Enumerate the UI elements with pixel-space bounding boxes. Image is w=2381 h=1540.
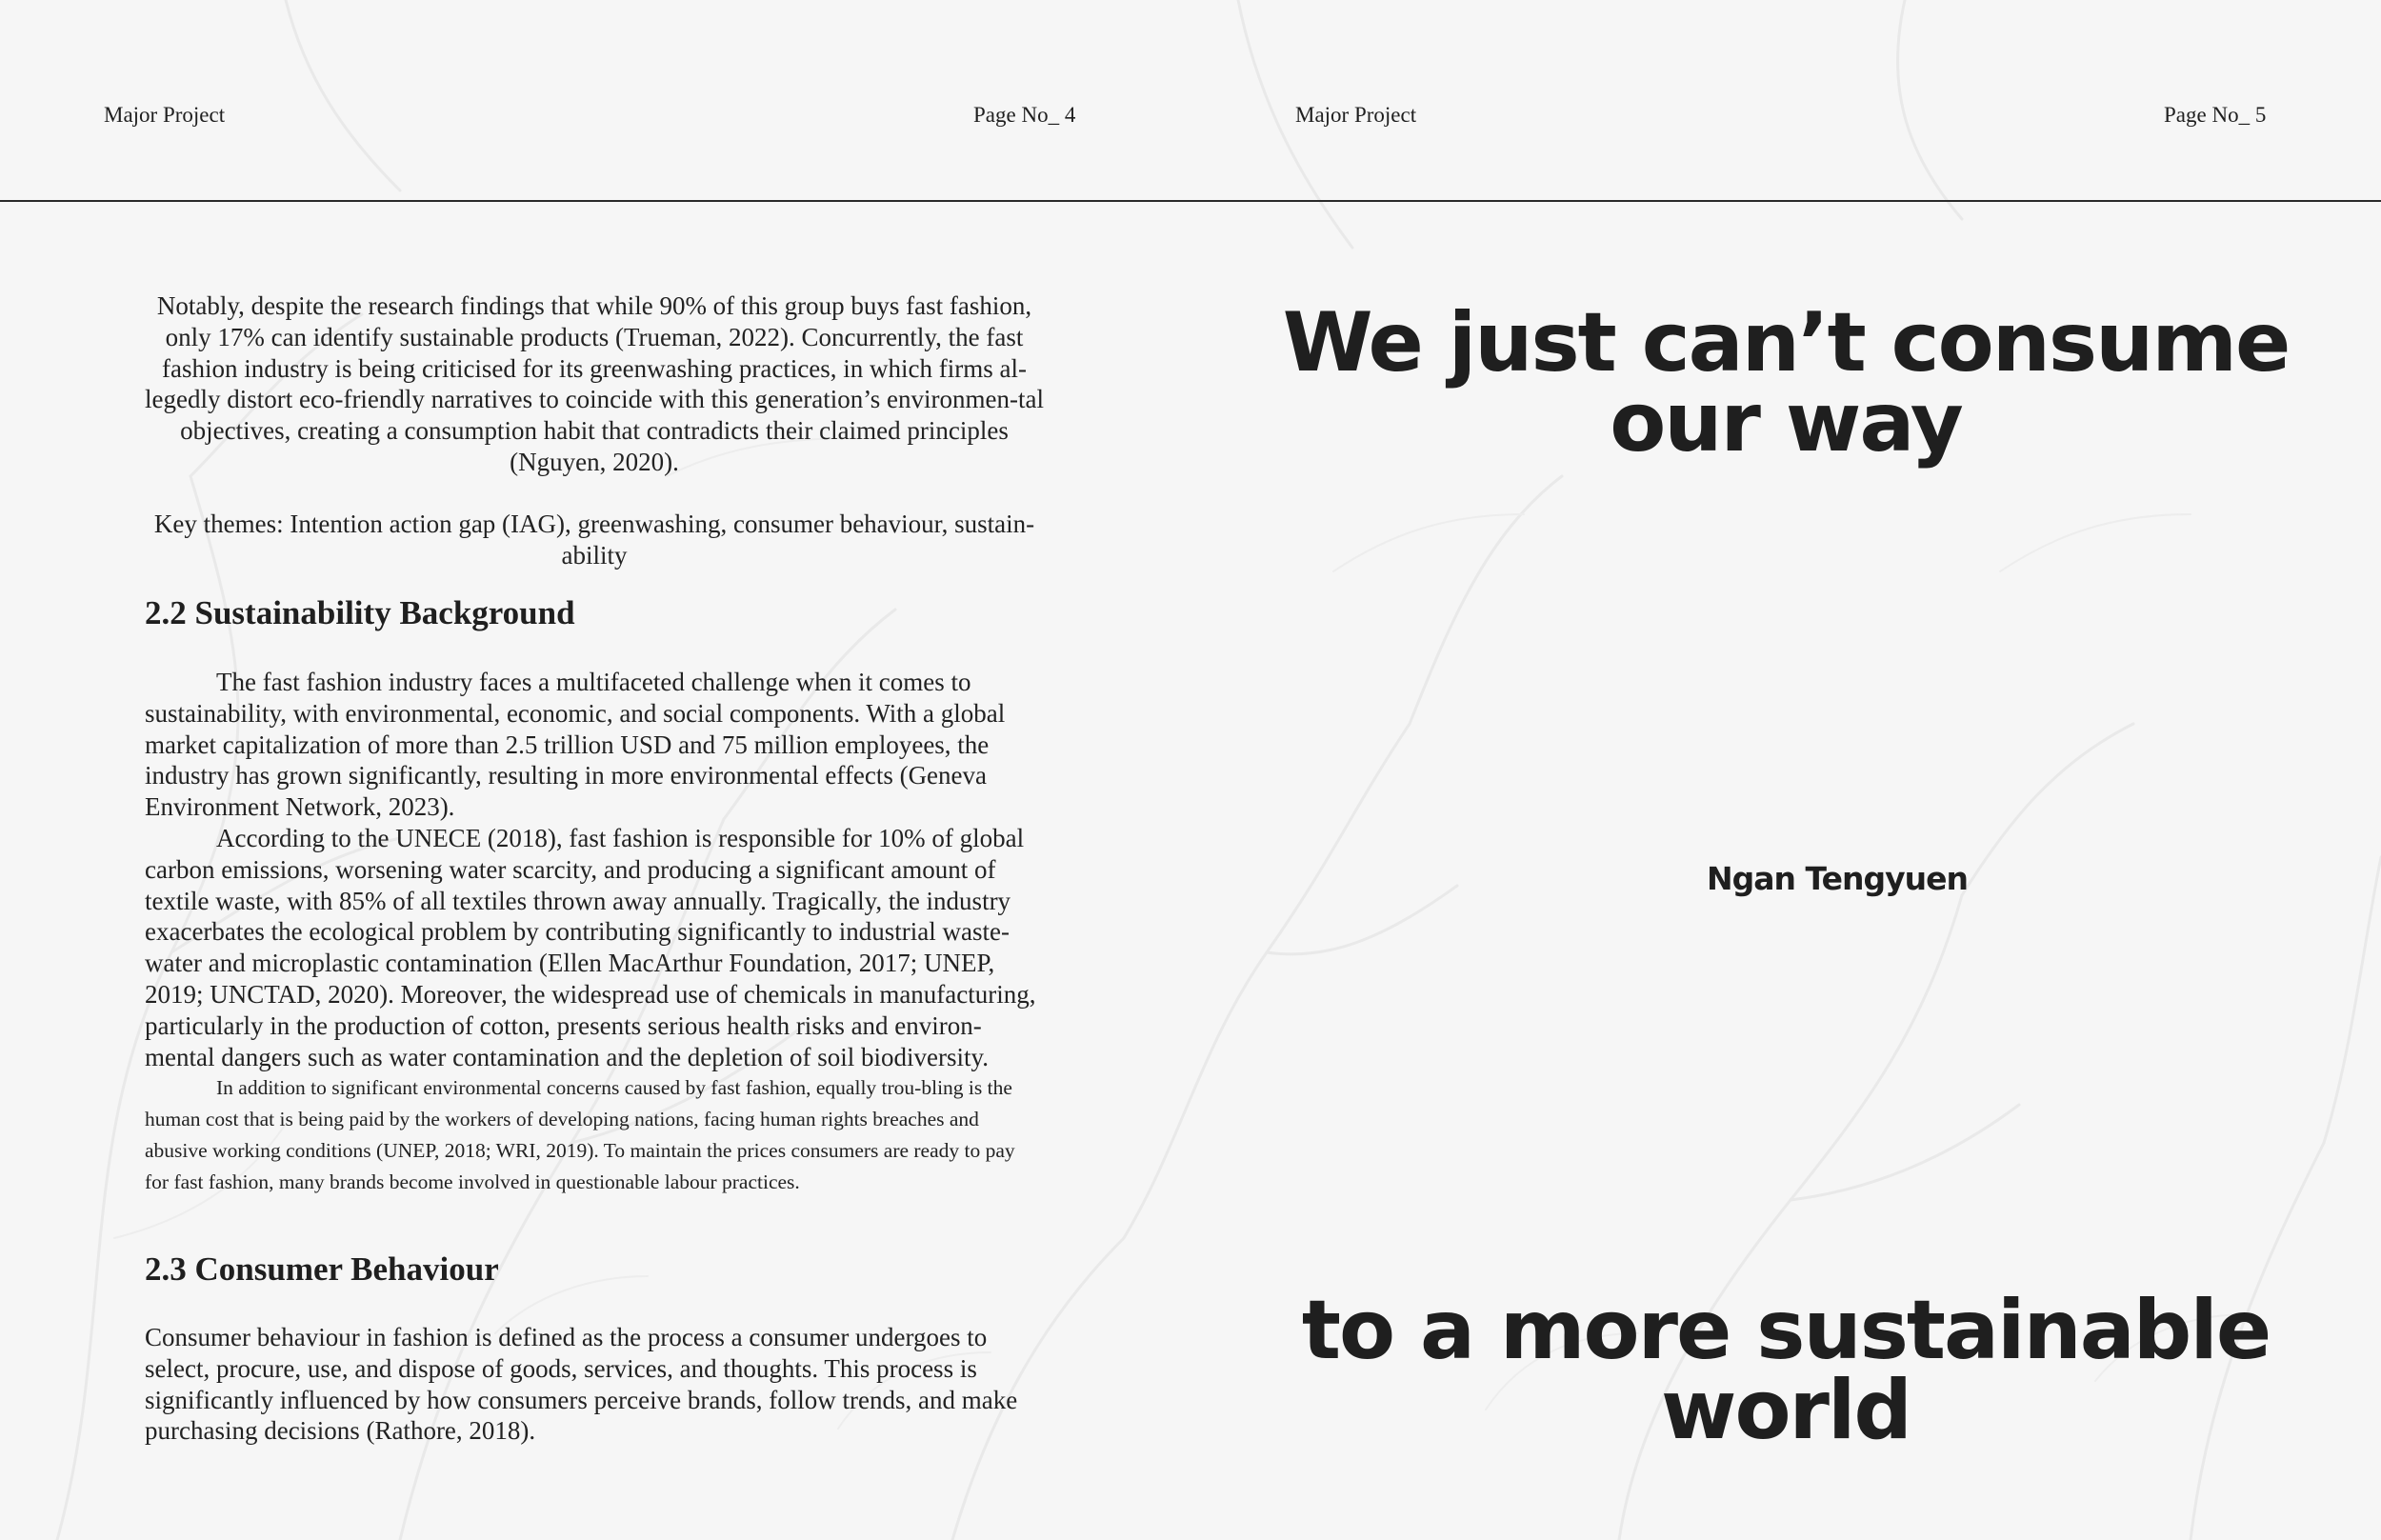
quote-line: our way [1610,375,1962,470]
quote-line: world [1661,1363,1911,1458]
quote-line: to a more sustainable [1301,1283,2271,1378]
intro-section [145,290,1044,478]
body-paragraph: Consumer behaviour in fashion is defined as the process a consumer undergoes to select, procure, use, and dispose of goods, services, and thoughts. This process is significantly influenced by how consumers perceive brands, follow trends, and make purchasing decisions (Rathore, 2018). [145,1323,1018,1446]
section-2-2 [145,594,1044,632]
section-2-3 [145,1250,1044,1289]
running-header-page-number: Page No_ 4 [973,103,1076,127]
quote-top [1190,295,2381,470]
body-paragraph: The fast fashion industry faces a multifaceted challenge when it comes to sustainability, with environmental, economic, and social components. With a global market capitalization of more than 2.5 trillion USD and 75 million employees, the industry has grown significantly, resulting in more environmental effects (Geneva Environment Network, 2023). [145,668,1006,822]
author-name: Ngan Tengyuen [1707,860,1968,897]
left-page [0,0,1190,1540]
header-divider [0,200,2381,202]
intro-paragraph: Notably, despite the research findings that while 90% of this group buys fast fashion, only 17% can identify sustainable products (Trueman, 2022). Concurrently, the fast fashion industry is being criticised for its greenwashing practices, in which firms al-legedly distort eco-friendly narratives to coincide with this generation’s environmen-tal objectives, creating a consumption habit that contradicts their claimed principles (Nguyen, 2020). [145,291,1044,476]
section-heading: 2.3 Consumer Behaviour [145,1250,499,1288]
key-themes: Key themes: Intention action gap (IAG), greenwashing, consumer behaviour, sustain-ability [153,510,1035,570]
key-themes-section [145,509,1044,571]
right-page [1190,0,2381,1540]
quote-line: We just can’t consume [1282,295,2290,390]
running-header-title: Major Project [104,103,226,127]
body-paragraph: In addition to significant environmental concerns caused by fast fashion, equally trou-bling is the human cost that is being paid by the workers of developing nations, facing human rights breaches and abusive working conditions (UNEP, 2018; WRI, 2019). To maintain the prices consumers are ready to pay for fast fashion, many brands become involved in questionable labour practices. [145,1076,1015,1193]
section-2-3-body [145,1322,1044,1447]
running-header-title: Major Project [1295,103,1417,127]
running-header-page-number: Page No_ 5 [2164,103,2267,127]
body-paragraph: According to the UNECE (2018), fast fashion is responsible for 10% of global carbon emissions, worsening water scarcity, and producing a significant amount of textile waste, with 85% of all textiles thrown away annually. Tragically, the industry exacerbates the ecological problem by contributing significantly to industrial waste-water and microplastic contamination (Ellen MacArthur Foundation, 2017; UNEP, 2019; UNCTAD, 2020). Moreover, the widespread use of chemicals in manufacturing, particularly in the production of cotton, presents serious health risks and environ-mental dangers such as water contamination and the depletion of soil biodiversity. [145,823,1036,1071]
section-heading: 2.2 Sustainability Background [145,594,575,631]
section-2-2-body [145,667,1044,1198]
quote-bottom [1190,1283,2381,1458]
